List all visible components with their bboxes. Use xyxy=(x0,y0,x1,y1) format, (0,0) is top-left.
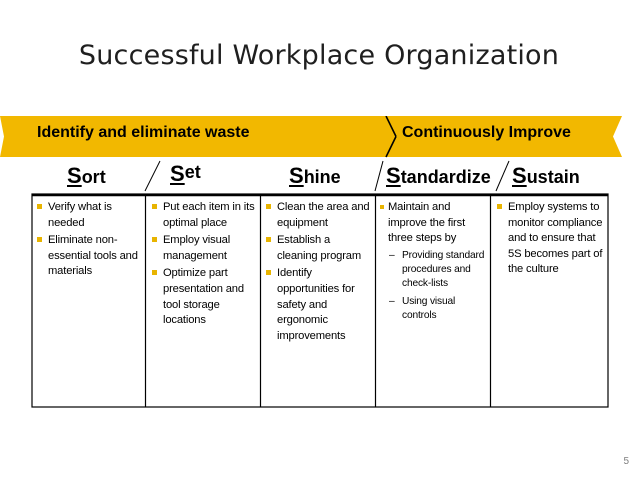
item-text: Optimize part presentation and tool storage locations xyxy=(163,267,244,327)
phase-rest: hine xyxy=(303,167,341,187)
list-item xyxy=(380,200,488,247)
dash-icon: – xyxy=(389,249,395,261)
slide-title: Successful Workplace Organization xyxy=(78,40,560,71)
phase-initial: S xyxy=(67,163,82,188)
item-text: Identify opportunities for safety and ergonomic improvements xyxy=(277,267,355,342)
bullet-icon xyxy=(497,204,502,209)
phase-rest: ustain xyxy=(526,167,580,187)
bullet-icon xyxy=(152,204,157,209)
dash-icon: – xyxy=(389,295,395,307)
column-shine xyxy=(266,200,371,346)
phase-initial: S xyxy=(512,163,527,188)
phase-initial: S xyxy=(386,163,401,188)
item-text: Put each item in its optimal place xyxy=(163,201,255,229)
bullet-icon xyxy=(152,237,157,242)
item-text: Establish a cleaning program xyxy=(277,234,362,262)
banner-right-label: Continuously Improve xyxy=(402,124,571,141)
bullet-icon xyxy=(266,204,271,209)
phase-sort xyxy=(67,163,106,189)
bullet-icon xyxy=(266,237,271,242)
column-sustain xyxy=(497,200,603,280)
phase-rest: ort xyxy=(81,167,106,187)
phase-sustain xyxy=(512,163,580,189)
phase-initial: S xyxy=(170,161,185,186)
list-item xyxy=(266,266,371,344)
list-item xyxy=(266,233,371,264)
phase-divider xyxy=(145,161,160,191)
list-item xyxy=(152,233,256,264)
list-item xyxy=(152,200,256,231)
list-item xyxy=(497,200,603,278)
list-item xyxy=(266,200,371,231)
phase-set xyxy=(170,161,201,187)
bullet-icon xyxy=(380,205,384,209)
phase-standardize xyxy=(386,163,491,189)
column-standardize xyxy=(380,200,488,327)
sub-list-item xyxy=(380,249,488,291)
phase-rest: tandardize xyxy=(400,167,491,187)
item-text: Maintain and improve the first three steps by xyxy=(388,201,466,245)
page-number: 5 xyxy=(623,456,629,467)
bullet-icon xyxy=(37,237,42,242)
list-item xyxy=(152,266,256,328)
sub-item-text: Providing standard procedures and check-lists xyxy=(402,249,485,289)
phase-shine xyxy=(289,163,341,189)
phase-rest: et xyxy=(184,162,201,182)
phase-divider xyxy=(496,161,509,191)
item-text: Verify what is needed xyxy=(48,201,112,229)
phase-initial: S xyxy=(289,163,304,188)
sub-item-text: Using visual controls xyxy=(402,295,456,321)
column-sort xyxy=(37,200,141,282)
phase-divider xyxy=(375,161,383,191)
column-set xyxy=(152,200,256,331)
item-text: Employ visual management xyxy=(163,234,231,262)
sub-list-item xyxy=(380,295,488,323)
list-item xyxy=(37,233,141,280)
bullet-icon xyxy=(37,204,42,209)
bullet-icon xyxy=(152,270,157,275)
item-text: Employ systems to monitor compliance and to ensure that 5S becomes part of the culture xyxy=(508,201,603,276)
list-item xyxy=(37,200,141,231)
item-text: Eliminate non-essential tools and materials xyxy=(48,234,138,278)
item-text: Clean the area and equipment xyxy=(277,201,370,229)
bullet-icon xyxy=(266,270,271,275)
banner-left-label: Identify and eliminate waste xyxy=(37,124,250,141)
